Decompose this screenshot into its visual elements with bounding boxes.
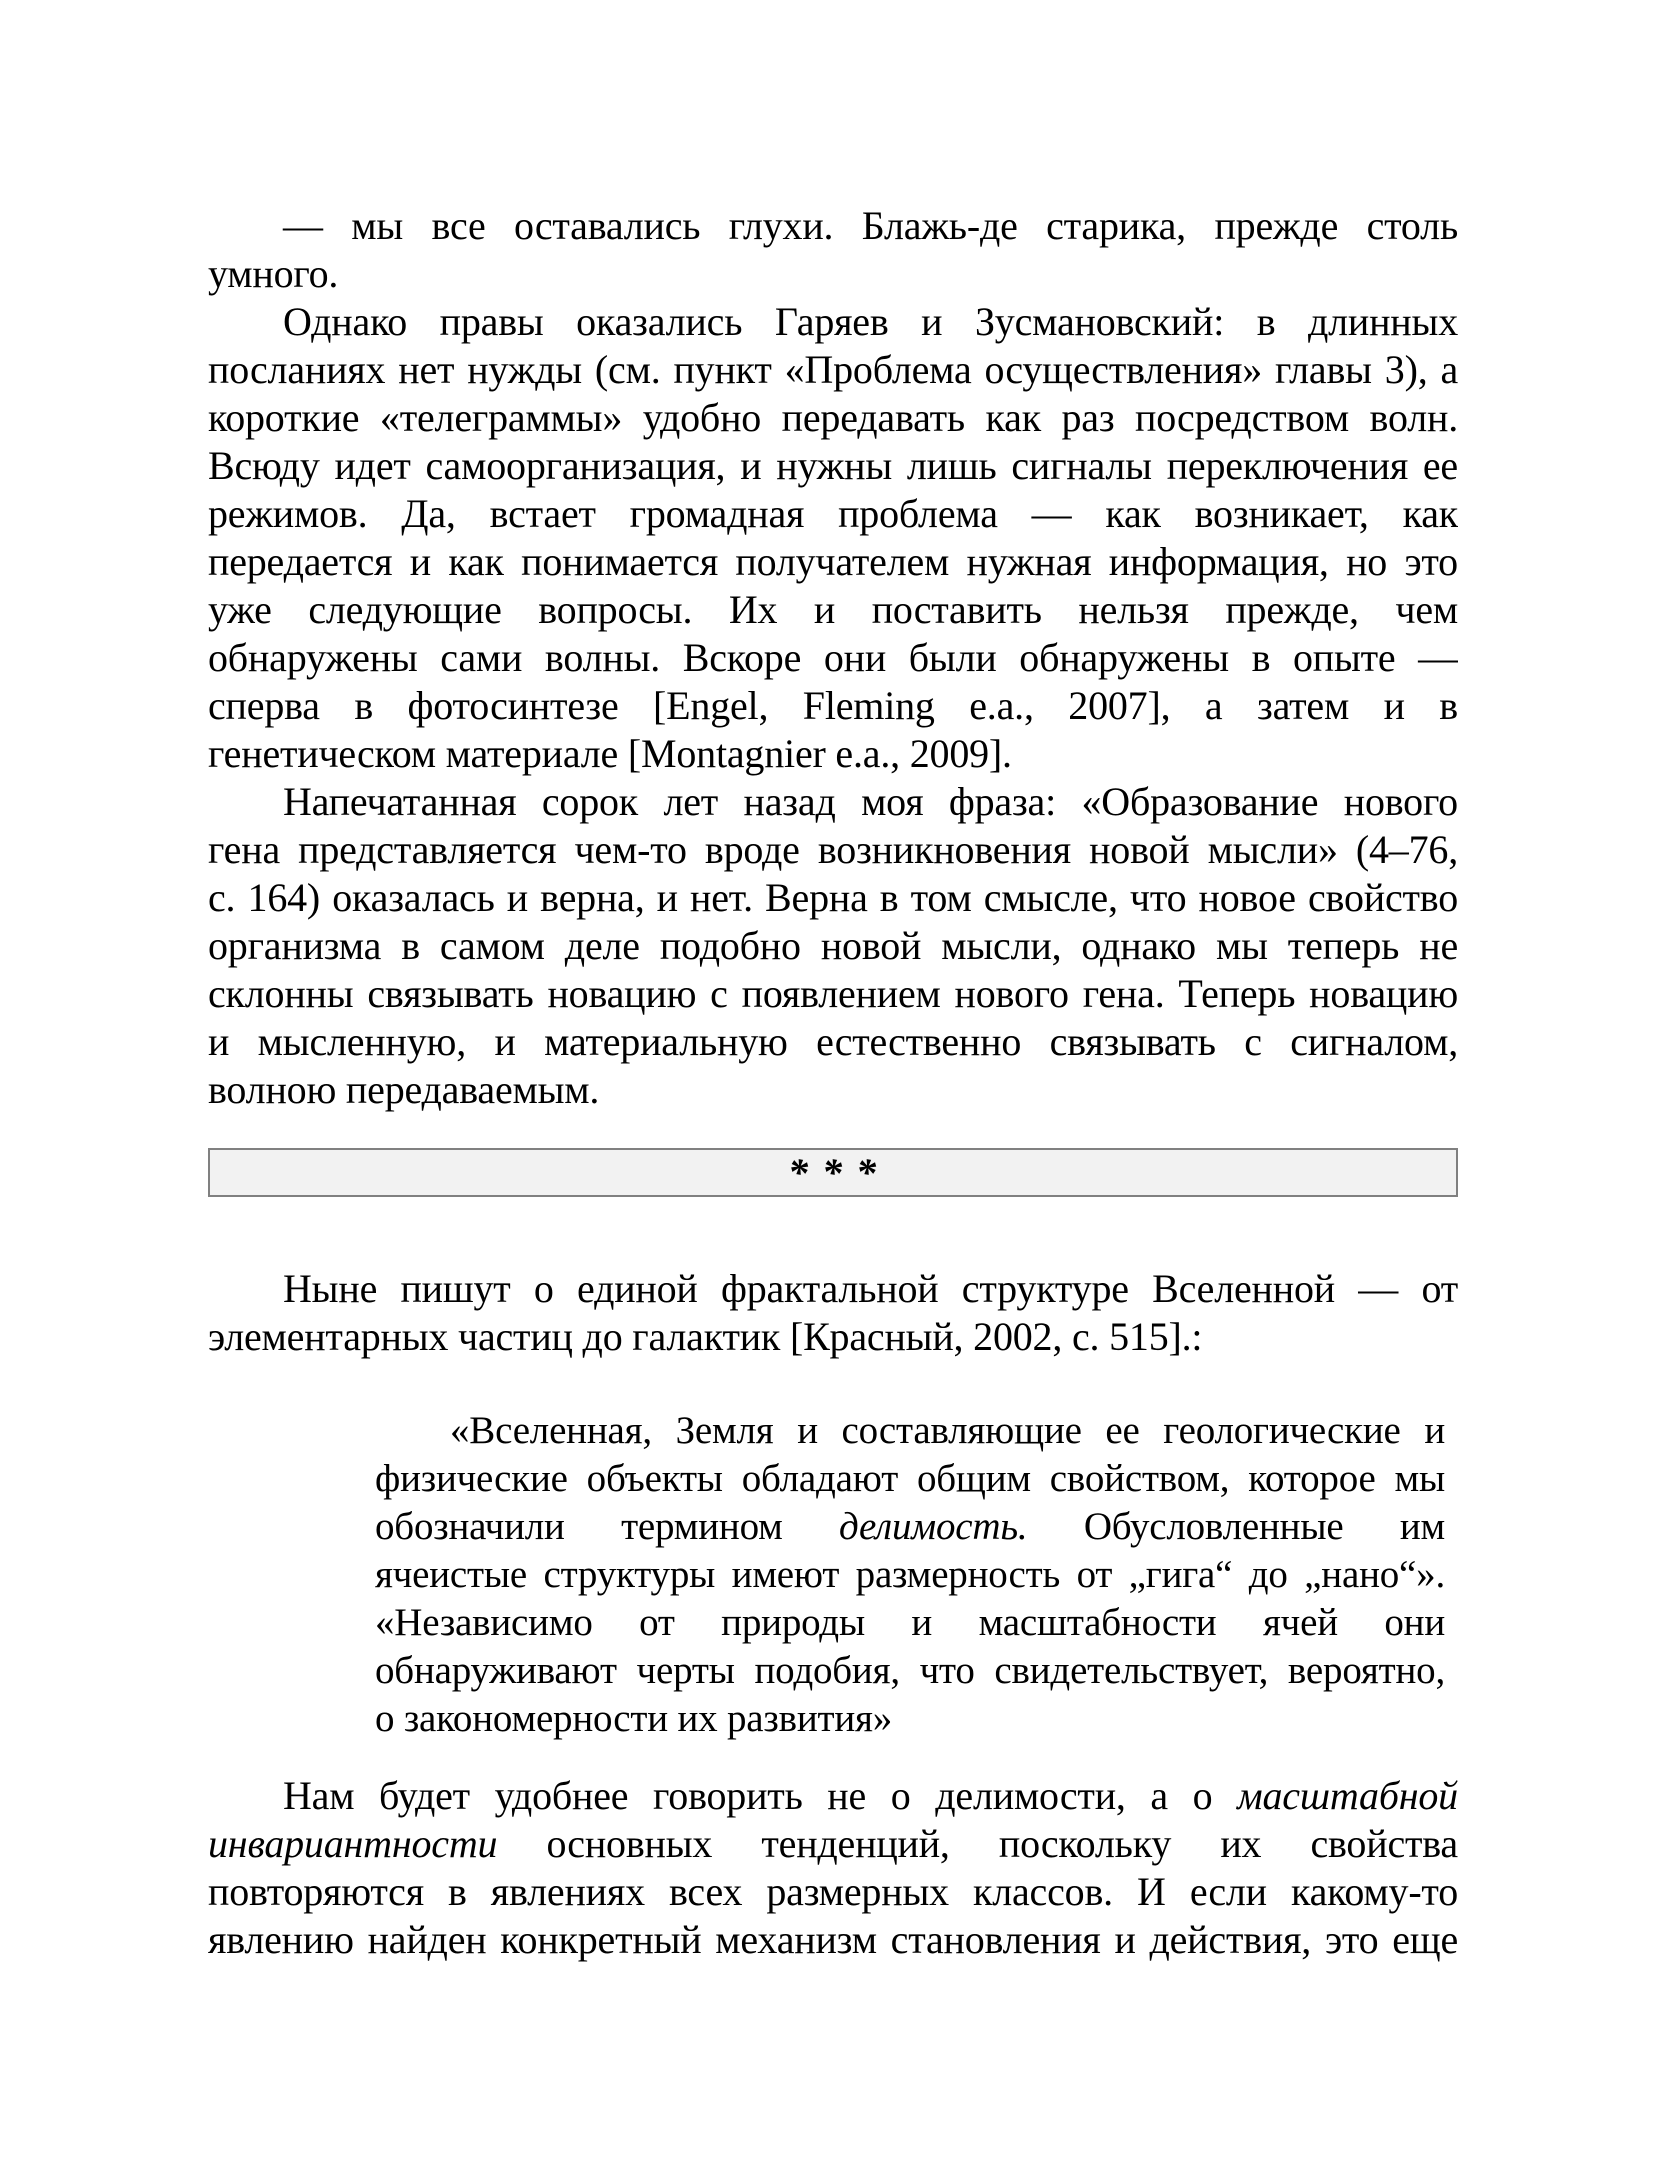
text-segment: сперва в фотосинтезе [Engel, Fleming e.a., 2007], а затем и в [208, 683, 1458, 728]
text-segment: Нам будет удобнее говорить не о делимости, а о [283, 1773, 1238, 1818]
text-segment: умного. [208, 251, 339, 296]
text-line [208, 538, 1458, 586]
text-line [208, 490, 1458, 538]
text-line [208, 346, 1458, 394]
para-1 [208, 202, 1458, 298]
text-line [208, 1018, 1458, 1066]
section-divider [208, 1148, 1458, 1197]
text-segment: волною передаваемым. [208, 1067, 600, 1112]
text-segment: физические объекты обладают общим свойством, которое мы [375, 1457, 1445, 1500]
text-line [208, 1916, 1458, 1964]
text-line [208, 1772, 1458, 1820]
text-line [208, 730, 1458, 778]
text-line [208, 586, 1458, 634]
para-4 [208, 1265, 1458, 1361]
para-2 [208, 298, 1458, 778]
text-line [375, 1455, 1445, 1503]
emphasized-text: инвариантности [208, 1821, 498, 1866]
text-segment: Однако правы оказались Гаряев и Зусмановский: в длинных [283, 299, 1458, 344]
text-segment: основных тенденций, поскольку их свойства [497, 1821, 1458, 1866]
text-segment: передается и как понимается получателем нужная информация, но это [208, 539, 1458, 584]
para-5 [208, 1772, 1458, 1964]
text-segment: с. 164) оказалась и верна, и нет. Верна в том смысле, что новое свойство [208, 875, 1458, 920]
text-segment: склонны связывать новацию с появлением нового гена. Теперь новацию [208, 971, 1458, 1016]
text-line [208, 970, 1458, 1018]
text-line [208, 922, 1458, 970]
text-segment: — мы все оставались глухи. Блажь-де старика, прежде столь [283, 203, 1458, 248]
text-segment: посланиях нет нужды (см. пункт «Проблема осуществления» главы 3), а [208, 347, 1458, 392]
text-segment: «Независимо от природы и масштабности ячей они [375, 1601, 1445, 1644]
text-segment: обнаруживают черты подобия, что свидетельствует, вероятно, [375, 1649, 1445, 1692]
text-line [208, 778, 1458, 826]
para-3 [208, 778, 1458, 1114]
text-line [208, 826, 1458, 874]
text-line [375, 1407, 1445, 1455]
text-line [375, 1695, 1445, 1743]
text-line [208, 874, 1458, 922]
text-segment: короткие «телеграммы» удобно передавать как раз посредством волн. [208, 395, 1458, 440]
text-line [208, 394, 1458, 442]
text-segment: Обусловленные им [1027, 1505, 1445, 1548]
text-line [208, 298, 1458, 346]
text-line [375, 1647, 1445, 1695]
text-column [208, 202, 1458, 1964]
text-line [208, 1066, 1458, 1114]
text-segment: режимов. Да, встает громадная проблема — как возникает, как [208, 491, 1458, 536]
text-line [375, 1503, 1445, 1551]
emphasized-text: делимость. [839, 1505, 1028, 1548]
text-segment: и мысленную, и материальную естественно связывать с сигналом, [208, 1019, 1458, 1064]
block-quote [375, 1407, 1445, 1743]
text-line [208, 1868, 1458, 1916]
text-line [208, 1265, 1458, 1313]
text-line [375, 1551, 1445, 1599]
text-line [208, 682, 1458, 730]
text-segment: ячеистые структуры имеют размерность от „гига“ до „нано“». [375, 1553, 1445, 1596]
text-segment: уже следующие вопросы. Их и поставить нельзя прежде, чем [208, 587, 1458, 632]
divider-asterisks-label: * * * [788, 1150, 878, 1195]
text-line [208, 442, 1458, 490]
text-segment: Всюду идет самоорганизация, и нужны лишь сигналы переключения ее [208, 443, 1458, 488]
text-line [208, 202, 1458, 250]
text-segment: элементарных частиц до галактик [Красный, 2002, с. 515].: [208, 1314, 1203, 1359]
text-line [208, 634, 1458, 682]
text-line [208, 1820, 1458, 1868]
text-segment: генетическом материале [Montagnier e.a., 2009]. [208, 731, 1012, 776]
text-segment: обозначили термином [375, 1505, 840, 1548]
text-line [208, 250, 1458, 298]
text-line [375, 1599, 1445, 1647]
text-segment: «Вселенная, Земля и составляющие ее геологические и [450, 1409, 1445, 1452]
text-segment: обнаружены сами волны. Вскоре они были обнаружены в опыте — [208, 635, 1458, 680]
text-segment: Напечатанная сорок лет назад моя фраза: «Образование нового [283, 779, 1458, 824]
text-segment: повторяются в явлениях всех размерных классов. И если какому-то [208, 1869, 1458, 1914]
text-line [208, 1313, 1458, 1361]
text-segment: организма в самом деле подобно новой мысли, однако мы теперь не [208, 923, 1458, 968]
text-segment: о закономерности их развития» [375, 1697, 893, 1740]
text-segment: Ныне пишут о единой фрактальной структуре Вселенной — от [283, 1266, 1458, 1311]
text-segment: явлению найден конкретный механизм становления и действия, это еще [208, 1917, 1458, 1962]
text-segment: гена представляется чем-то вроде возникновения новой мысли» (4–76, [208, 827, 1458, 872]
emphasized-text: масштабной [1237, 1773, 1458, 1818]
